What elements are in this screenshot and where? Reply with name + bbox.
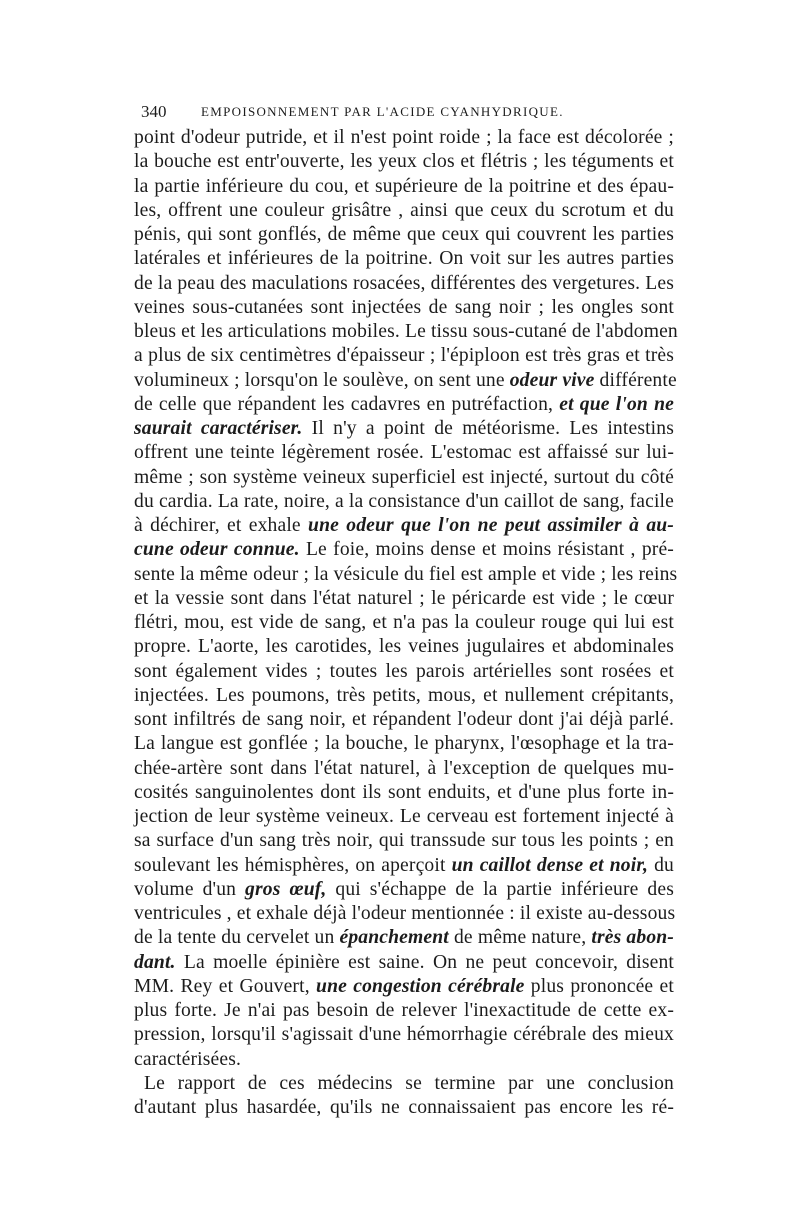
text-line	[134, 150, 674, 174]
text-segment: volume d'un	[134, 878, 246, 900]
text-line	[134, 951, 674, 975]
text-segment: MM. Rey et Gouvert,	[134, 975, 317, 997]
text-segment: du cardia. La rate, noire, a la consistance d'un caillot de sang, facile	[134, 490, 674, 512]
text-line	[134, 393, 674, 417]
text-segment: de la peau des maculations rosacées, différentes des vergetures. Les	[134, 272, 674, 294]
emphasis-text: saurait caractériser.	[134, 418, 303, 439]
text-segment: Le foie, moins dense et moins résistant , pré-	[299, 539, 674, 561]
text-segment: a plus de six centimètres d'épaisseur ; l'épiploon est très gras et très	[134, 345, 674, 367]
text-segment: pénis, qui sont gonflés, de même que ceux qui couvrent les parties	[134, 224, 674, 245]
text-segment: chée-artère sont dans l'état naturel, à l'exception de quelques mu-	[134, 757, 674, 779]
text-segment: plus prononcée et	[524, 975, 674, 997]
emphasis-text: une congestion cérébrale	[316, 975, 525, 997]
text-line	[134, 926, 674, 950]
text-line	[134, 296, 674, 320]
text-line	[134, 708, 674, 732]
emphasis-text: épanchement	[339, 927, 449, 949]
emphasis-text: cune odeur connue.	[134, 539, 300, 561]
text-line	[134, 514, 674, 538]
text-segment: Il n'y a point de météorisme. Les intestins	[302, 418, 675, 439]
text-segment: caractérisées.	[134, 1048, 242, 1070]
text-segment: propre. L'aorte, les carotides, les veines jugulaires et abdominales	[134, 636, 674, 658]
text-line	[134, 635, 674, 659]
text-segment: sont également vides ; toutes les parois artérielles sont rosées et	[134, 660, 674, 682]
running-title: EMPOISONNEMENT PAR L'ACIDE CYANHYDRIQUE.	[201, 104, 564, 119]
text-line	[134, 1048, 674, 1072]
text-line	[134, 684, 674, 708]
text-segment: latérales et inférieures de la poitrine. On voit sur les autres parties	[134, 248, 674, 270]
emphasis-text: une odeur que l'on ne peut assimiler à au-	[308, 515, 674, 536]
text-segment: les, offrent une couleur grisâtre , ainsi que ceux du scrotum et du	[134, 199, 674, 221]
text-line	[134, 126, 674, 150]
body-text	[134, 126, 678, 1120]
text-line	[134, 223, 674, 247]
text-line	[134, 1096, 674, 1120]
emphasis-text: très abon-	[591, 927, 674, 949]
emphasis-text: dant.	[134, 951, 176, 973]
text-segment: de celle que répandent les cadavres en putréfaction,	[134, 393, 560, 415]
text-line	[134, 247, 674, 271]
page-header	[137, 102, 672, 124]
text-line	[134, 320, 678, 344]
text-segment: de même nature,	[448, 927, 592, 949]
text-segment: pression, lorsqu'il s'agissait d'une hémorrhagie cérébrale des mieux	[134, 1024, 674, 1046]
text-segment: jection de leur système veineux. Le cerveau est fortement injecté à	[134, 806, 674, 827]
text-segment: et la vessie sont dans l'état naturel ; le péricarde est vide ; le cœur	[134, 587, 674, 609]
text-line	[134, 829, 674, 853]
emphasis-text: gros œuf,	[245, 878, 327, 900]
text-line	[134, 999, 674, 1023]
text-segment: injectées. Les poumons, très petits, mous, et nullement crépitants,	[134, 684, 674, 706]
text-line	[134, 660, 674, 684]
text-line	[134, 1023, 674, 1047]
text-segment: offrent une teinte légèrement rosée. L'estomac est affaissé sur lui-	[134, 442, 674, 464]
text-segment: à déchirer, et exhale	[134, 515, 309, 536]
text-line	[134, 781, 674, 805]
text-segment: d'autant plus hasardée, qu'ils ne connaissaient pas encore les ré-	[134, 1097, 674, 1118]
text-line	[134, 272, 674, 296]
text-line	[134, 175, 674, 199]
text-line	[134, 587, 674, 611]
text-segment: du	[648, 854, 675, 876]
text-segment: sente la même odeur ; la vésicule du fiel est ample et vide ; les reins	[134, 563, 678, 585]
text-segment: même ; son système veineux superficiel est injecté, surtout du côté	[134, 466, 674, 488]
text-line	[134, 975, 674, 999]
text-segment: la partie inférieure du cou, et supérieure de la poitrine et des épau-	[134, 175, 674, 197]
text-line	[134, 466, 674, 490]
text-line	[134, 902, 674, 926]
text-line	[134, 732, 674, 756]
text-line	[134, 611, 674, 635]
text-segment: soulevant les hémisphères, on aperçoit	[134, 854, 452, 876]
text-segment: ventricules , et exhale déjà l'odeur mentionnée : il existe au-dessous	[134, 903, 676, 924]
page-number: 340	[141, 102, 167, 121]
text-line	[134, 369, 677, 393]
text-segment: volumineux ; lorsqu'on le soulève, on sent une	[134, 369, 510, 391]
text-segment: cosités sanguinolentes dont ils sont enduits, et d'une plus forte in-	[134, 781, 674, 803]
text-line	[134, 805, 674, 829]
text-line	[134, 878, 674, 902]
text-line	[134, 490, 674, 514]
text-segment: plus forte. Je n'ai pas besoin de relever l'inexactitude de cette ex-	[134, 1000, 674, 1021]
text-segment: La moelle épinière est saine. On ne peut concevoir, disent	[175, 951, 674, 973]
text-line	[134, 854, 674, 878]
text-line	[134, 199, 674, 223]
text-segment: différente	[594, 369, 677, 391]
text-segment: flétri, mou, est vide de sang, et n'a pas la couleur rouge qui lui est	[134, 612, 674, 633]
text-line	[134, 417, 674, 441]
emphasis-text: et que l'on ne	[559, 393, 674, 415]
emphasis-text: odeur vive	[509, 369, 595, 391]
text-segment: qui s'échappe de la partie inférieure des	[326, 878, 674, 900]
text-segment: de la tente du cervelet un	[134, 927, 340, 949]
text-segment: point d'odeur putride, et il n'est point roide ; la face est décolorée ;	[134, 127, 674, 148]
text-segment: La langue est gonflée ; la bouche, le pharynx, l'œsophage et la tra-	[134, 733, 674, 755]
text-line	[134, 1072, 674, 1096]
text-line	[134, 344, 674, 368]
text-segment: sont infiltrés de sang noir, et répandent l'odeur dont j'ai déjà parlé.	[134, 709, 674, 730]
text-line	[134, 563, 678, 587]
text-segment: sa surface d'un sang très noir, qui transsude sur tous les points ; en	[134, 830, 674, 852]
text-line	[134, 538, 674, 562]
text-line	[134, 441, 674, 465]
emphasis-text: un caillot dense et noir,	[451, 854, 649, 876]
text-segment: veines sous-cutanées sont injectées de sang noir ; les ongles sont	[134, 296, 674, 318]
text-segment: Le rapport de ces médecins se termine par une conclusion	[144, 1072, 674, 1094]
text-segment: la bouche est entr'ouverte, les yeux clos et flétris ; les téguments et	[134, 151, 674, 173]
text-line	[134, 757, 674, 781]
text-segment: bleus et les articulations mobiles. Le tissu sous-cutané de l'abdomen	[134, 321, 678, 342]
